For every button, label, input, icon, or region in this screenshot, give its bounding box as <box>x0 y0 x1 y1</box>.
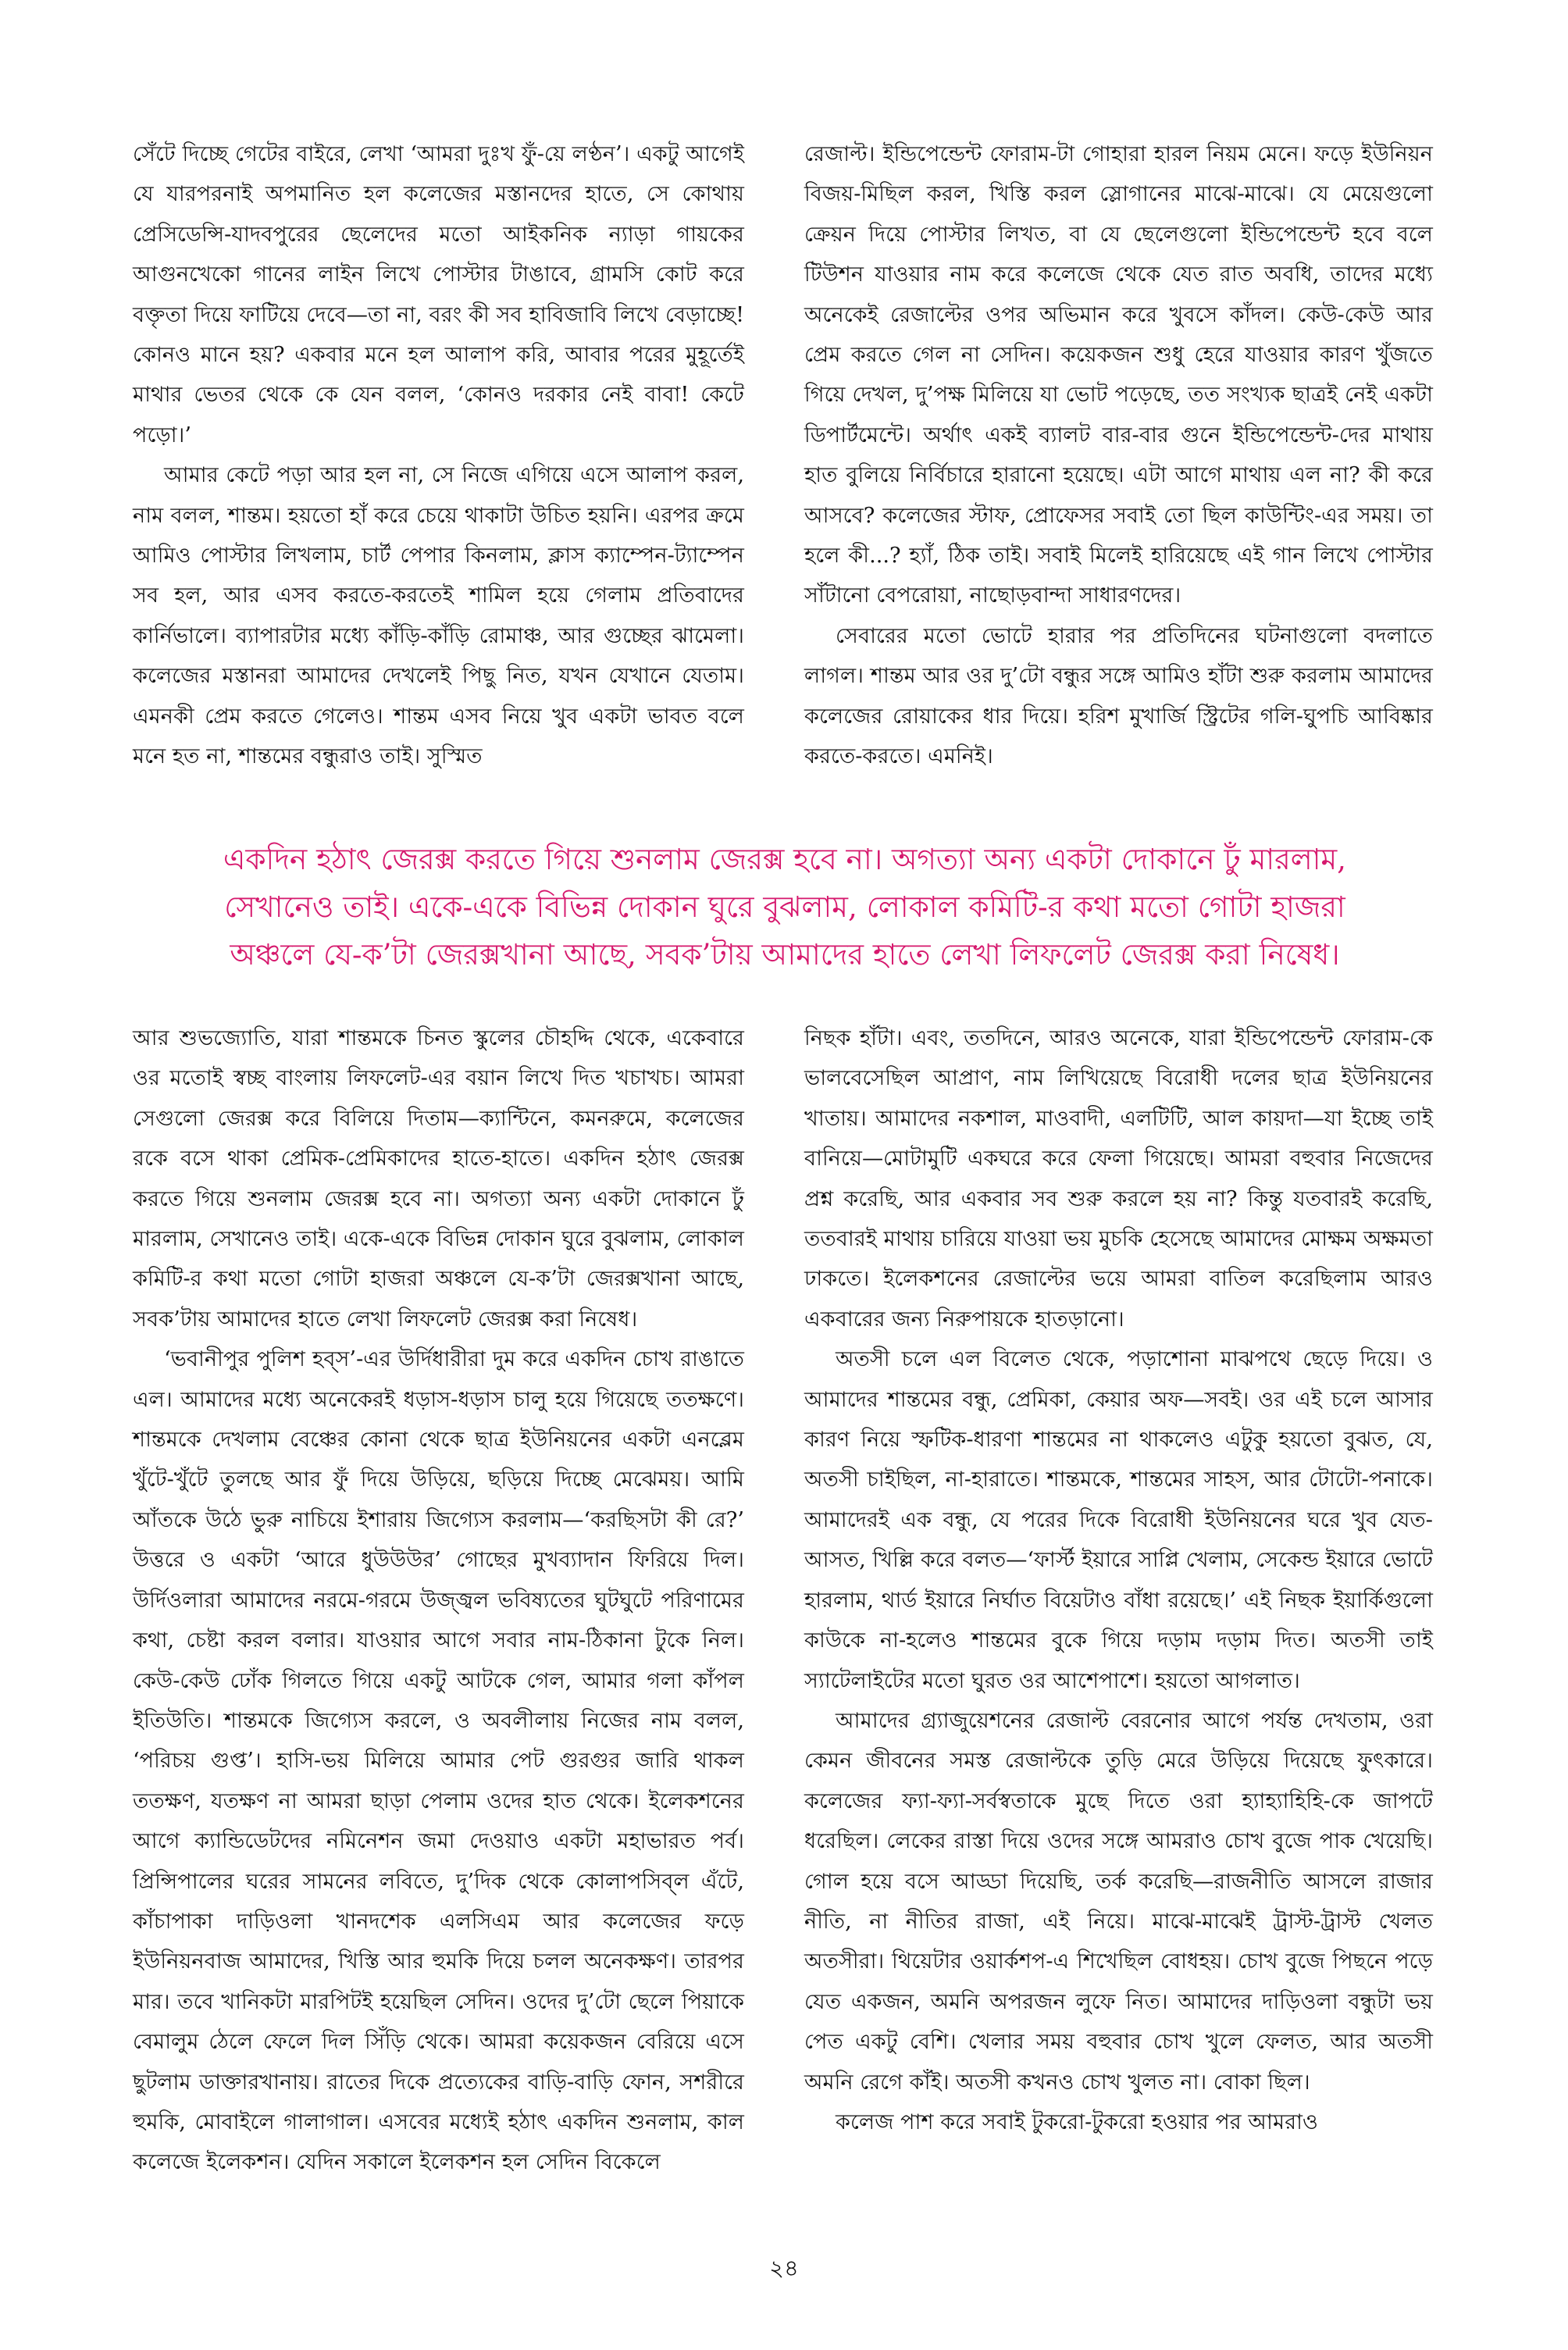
paragraph: আর শুভজ্যোতি, যারা শান্তমকে চিনত স্কুলের চৌহদ্দি থেকে, একেবারে ওর মতোই স্বচ্ছ বাংলায় লিফলেট-এর বয়ান লিখে দিত খচাখচ। আমরা সেগুলো জেরক্স করে বিলিয়ে দিতাম—ক্যান্টিনে, কমনরুমে, কলেজের রকে বসে থাকা প্রেমিক-প্রেমিকাদের হাতে-হাতে। একদিন হঠাৎ জেরক্স করতে গিয়ে শুনলাম জেরক্স হবে না। অগত্যা অন্য একটা দোকানে ঢুঁ মারলাম, সেখানেও তাই। একে-একে বিভিন্ন দোকান ঘুরে বুঝলাম, লোকাল কমিটি-র কথা মতো গোটা হাজরা অঞ্চলে যে-ক’টা জেরক্সখানা আছে, সবক’টায় আমাদের হাতে লেখা লিফলেট জেরক্স করা নিষেধ। <box>133 1026 744 1332</box>
paragraph: কলেজ পাশ করে সবাই টুকরো-টুকরো হওয়ার পর আমরাও <box>836 2109 1319 2134</box>
column-top-right <box>804 134 1433 777</box>
paragraph: রেজাল্ট। ইন্ডিপেন্ডেন্ট ফোরাম-টা গোহারা হারল নিয়ম মেনে। ফড়ে ইউনিয়ন বিজয়-মিছিল করল, খিস্তি করল স্লোগানের মাঝে-মাঝে। যে মেয়েগুলো ক্রেয়ন দিয়ে পোস্টার লিখত, বা যে ছেলেগুলো ইন্ডিপেন্ডেন্ট হবে বলে টিউশন যাওয়ার নাম করে কলেজে থেকে যেত রাত অবধি, তাদের মধ্যে অনেকেই রেজাল্টের ওপর অভিমান করে খুবসে কাঁদল। কেউ-কেউ আর প্রেম করতে গেল না সেদিন। কয়েকজন শুধু হেরে যাওয়ার কারণ খুঁজতে গিয়ে দেখল, দু’পক্ষ মিলিয়ে যা ভোট পড়েছে, তত সংখ্যক ছাত্রই নেই একটা ডিপার্টমেন্টে। অর্থাৎ একই ব্যালট বার-বার গুনে ইন্ডিপেন্ডেন্ট-দের মাথায় হাত বুলিয়ে নির্বিচারে হারানো হয়েছে। এটা আগে মাথায় এল না? কী করে আসবে? কলেজের স্টাফ, প্রোফেসর সবাই তো ছিল কাউন্টিং-এর সময়। তা হলে কী...? হ্যাঁ, ঠিক তাই। সবাই মিলেই হারিয়েছে এই গান লিখে পোস্টার সাঁটানো বেপরোয়া, নাছোড়বান্দা সাধারণদের। <box>804 142 1433 608</box>
pull-quote <box>137 836 1433 979</box>
column-top-left <box>133 134 744 777</box>
pull-quote-line: একদিন হঠাৎ জেরক্স করতে গিয়ে শুনলাম জেরক্স হবে না। অগত্যা অন্য একটা দোকানে ঢুঁ মারলাম, <box>223 842 1347 876</box>
column-bottom-left <box>133 1018 744 2183</box>
pull-quote-line: সেখানেও তাই। একে-একে বিভিন্ন দোকান ঘুরে বুঝলাম, লোকাল কমিটি-র কথা মতো গোটা হাজরা <box>224 890 1345 924</box>
page-number: ২৪ <box>769 2255 799 2281</box>
paragraph: আমাদের গ্র্যাজুয়েশনের রেজাল্ট বেরনোর আগে পর্যন্ত দেখতাম, ওরা কেমন জীবনের সমস্ত রেজাল্টকে তুড়ি মেরে উড়িয়ে দিয়েছে ফুৎকারে। কলেজের ফ্যা-ফ্যা-সর্বস্বতাকে মুছে দিতে ওরা হ্যাহ্যাহিহি-কে জাপটে ধরেছিল। লেকের রাস্তা দিয়ে ওদের সঙ্গে আমরাও চোখ বুজে পাক খেয়েছি। গোল হয়ে বসে আড্ডা দিয়েছি, তর্ক করেছি—রাজনীতি আসলে রাজার নীতি, না নীতির রাজা, এই নিয়ে। মাঝে-মাঝেই ট্রাস্ট-ট্রাস্ট খেলত অতসীরা। থিয়েটার ওয়ার্কশপ-এ শিখেছিল বোধহয়। চোখ বুজে পিছনে পড়ে যেত একজন, অমনি অপরজন লুফে নিত। আমাদের দাড়িওলা বন্ধুটা ভয় পেত একটু বেশি। খেলার সময় বহুবার চোখ খুলে ফেলত, আর অতসী অমনি রেগে কাঁই। অতসী কখনও চোখ খুলত না। বোকা ছিল। <box>804 1708 1433 2095</box>
paragraph: অতসী চলে এল বিলেত থেকে, পড়াশোনা মাঝপথে ছেড়ে দিয়ে। ও আমাদের শান্তমের বন্ধু, প্রেমিকা, কেয়ার অফ—সবই। ওর এই চলে আসার কারণ নিয়ে স্ফটিক-ধারণা শান্তমের না থাকলেও এটুকু হয়তো বুঝত, যে, অতসী চাইছিল, না-হারাতে। শান্তমকে, শান্তমের সাহস, আর টোটো-পনাকে। আমাদেরই এক বন্ধু, যে পরের দিকে বিরোধী ইউনিয়নের ঘরে খুব যেত-আসত, খিল্লি করে বলত—‘ফার্স্ট ইয়ারে সাপ্লি খেলাম, সেকেন্ড ইয়ারে ভোটে হারলাম, থার্ড ইয়ারে নির্ঘাত বিয়েটাও বাঁধা রয়েছে।’ এই নিছক ইয়ার্কিগুলো কাউকে না-হলেও শান্তমের বুকে গিয়ে দড়াম দড়াম দিত। অতসী তাই স্যাটেলাইটের মতো ঘুরত ওর আশেপাশে। হয়তো আগলাত। <box>804 1347 1433 1693</box>
paragraph: সেঁটে দিচ্ছে গেটের বাইরে, লেখা ‘আমরা দুঃখ ফুঁ-য়ে লণ্ঠন’। একটু আগেই যে যারপরনাই অপমানিত হল কলেজের মস্তানদের হাতে, সে কোথায় প্রেসিডেন্সি-যাদবপুরের ছেলেদের মতো আইকনিক ন্যাড়া গায়কের আগুনখেকো গানের লাইন লিখে পোস্টার টাঙাবে, গ্রামসি কোট করে বক্তৃতা দিয়ে ফাটিয়ে দেবে—তা না, বরং কী সব হাবিজাবি লিখে বেড়াচ্ছে! কোনও মানে হয়? একবার মনে হল আলাপ করি, আবার পরের মুহূর্তেই মাথার ভেতর থেকে কে যেন বলল, ‘কোনও দরকার নেই বাবা! কেটে পড়ো।’ <box>133 142 744 448</box>
column-bottom-right <box>804 1018 1433 2142</box>
paragraph: নিছক হাঁটা। এবং, ততদিনে, আরও অনেকে, যারা ইন্ডিপেন্ডেন্ট ফোরাম-কে ভালবেসেছিল আপ্রাণ, নাম লিখিয়েছে বিরোধী দলের ছাত্র ইউনিয়নের খাতায়। আমাদের নকশাল, মাওবাদী, এলটিটি, আল কায়দা—যা ইচ্ছে তাই বানিয়ে—মোটামুটি একঘরে করে ফেলা গিয়েছে। আমরা বহুবার নিজেদের প্রশ্ন করেছি, আর একবার সব শুরু করলে হয় না? কিন্তু যতবারই করেছি, ততবারই মাথায় চারিয়ে যাওয়া ভয় মুচকি হেসেছে আমাদের মোক্ষম অক্ষমতা ঢাকতে। ইলেকশনের রেজাল্টের ভয়ে আমরা বাতিল করেছিলাম আরও একবারের জন্য নিরুপায়কে হাতড়ানো। <box>804 1026 1433 1332</box>
pull-quote-line: অঞ্চলে যে-ক’টা জেরক্সখানা আছে, সবক’টায় আমাদের হাতে লেখা লিফলেট জেরক্স করা নিষেধ। <box>230 937 1340 972</box>
paragraph: সেবারের মতো ভোটে হারার পর প্রতিদিনের ঘটনাগুলো বদলাতে লাগল। শান্তম আর ওর দু’টো বন্ধুর সঙ্গে আমিও হাঁটা শুরু করলাম আমাদের কলেজের রোয়াকের ধার দিয়ে। হরিশ মুখার্জি স্ট্রিটের গলি-ঘুপচি আবিষ্কার করতে-করতে। এমনিই। <box>804 623 1433 769</box>
paragraph: আমার কেটে পড়া আর হল না, সে নিজে এগিয়ে এসে আলাপ করল, নাম বলল, শান্তম। হয়তো হাঁ করে চেয়ে থাকাটা উচিত হয়নি। এরপর ক্রমে আমিও পোস্টার লিখলাম, চার্ট পেপার কিনলাম, ক্লাস ক্যাম্পেন-ট্যাম্পেন সব হল, আর এসব করতে-করতেই শামিল হয়ে গেলাম প্রতিবাদের কার্নিভালে। ব্যাপারটার মধ্যে কাঁড়ি-কাঁড়ি রোমাঞ্চ, আর গুচ্ছের ঝামেলা। কলেজের মস্তানরা আমাদের দেখলেই পিছু নিত, যখন যেখানে যেতাম। এমনকী প্রেম করতে গেলেও। শান্তম এসব নিয়ে খুব একটা ভাবত বলে মনে হত না, শান্তমের বন্ধুরাও তাই। সুস্মিত <box>133 463 744 769</box>
paragraph: ‘ভবানীপুর পুলিশ হব্‌স’-এর উর্দিধারীরা দুম করে একদিন চোখ রাঙাতে এল। আমাদের মধ্যে অনেকেরই ধড়াস-ধড়াস চালু হয়ে গিয়েছে ততক্ষণে। শান্তমকে দেখলাম বেঞ্চের কোনা থেকে ছাত্র ইউনিয়নের একটা এনব্লেম খুঁটে-খুঁটে তুলছে আর ফুঁ দিয়ে উড়িয়ে, ছড়িয়ে দিচ্ছে মেঝেময়। আমি আঁতকে উঠে ভুরু নাচিয়ে ইশারায় জিগ্যেস করলাম—‘করছিসটা কী রে?’ উত্তরে ও একটা ‘আরে ধুউউউর’ গোছের মুখব্যাদান ফিরিয়ে দিল। উর্দিওলারা আমাদের নরমে-গরমে উজ্জ্বল ভবিষ্যতের ঘুটঘুটে পরিণামের কথা, চেষ্টা করল বলার। যাওয়ার আগে সবার নাম-ঠিকানা টুকে নিল। কেউ-কেউ ঢোঁক গিলতে গিয়ে একটু আটকে গেল, আমার গলা কাঁপল ইতিউতি। শান্তমকে জিগ্যেস করলে, ও অবলীলায় নিজের নাম বলল, ‘পরিচয় গুপ্ত’। হাসি-ভয় মিলিয়ে আমার পেট গুরগুর জারি থাকল ততক্ষণ, যতক্ষণ না আমরা ছাড়া পেলাম ওদের হাত থেকে। ইলেকশনের আগে ক্যান্ডিডেটদের নমিনেশন জমা দেওয়াও একটা মহাভারত পর্ব। প্রিন্সিপালের ঘরের সামনের লবিতে, দু’দিক থেকে কোলাপসিব্‌ল এঁটে, কাঁচাপাকা দাড়িওলা খানদশেক এলসিএম আর কলেজের ফড়ে ইউনিয়নবাজ আমাদের, খিস্তি আর হুমকি দিয়ে চলল অনেকক্ষণ। তারপর মার। তবে খানিকটা মারপিটই হয়েছিল সেদিন। ওদের দু’টো ছেলে পিয়াকে বেমালুম ঠেলে ফেলে দিল সিঁড়ি থেকে। আমরা কয়েকজন বেরিয়ে এসে ছুটলাম ডাক্তারখানায়। রাতের দিকে প্রত্যেকের বাড়ি-বাড়ি ফোন, সশরীরে হুমকি, মোবাইলে গালাগাল। এসবের মধ্যেই হঠাৎ একদিন শুনলাম, কাল কলেজে ইলেকশন। যেদিন সকালে ইলেকশন হল সেদিন বিকেলে <box>133 1347 744 2175</box>
